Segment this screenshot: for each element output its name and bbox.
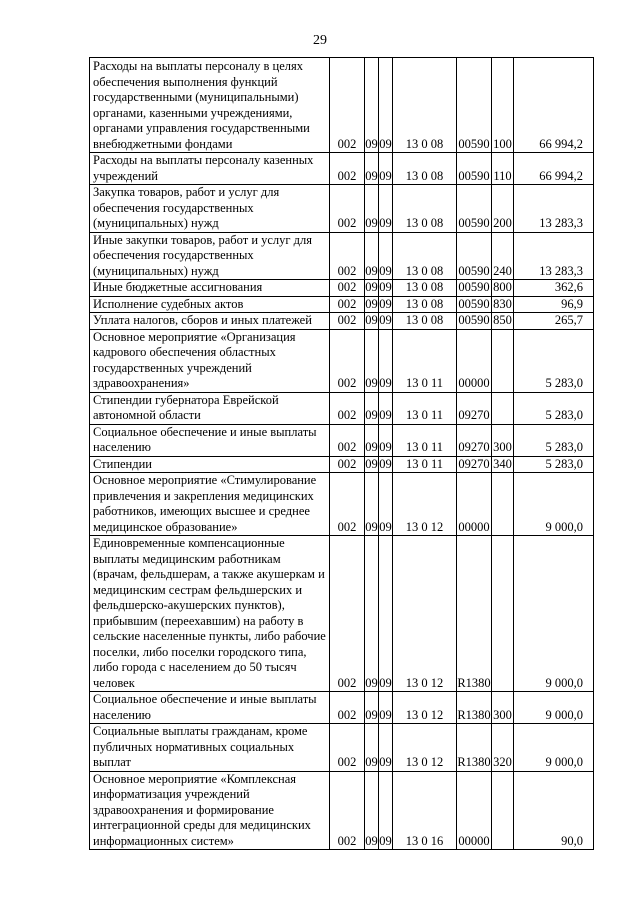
program-code: 13 0 12 (393, 724, 457, 772)
subsection-code: 09 (379, 536, 393, 692)
program-code: 13 0 11 (393, 456, 457, 473)
direction-code: 00590 (457, 58, 492, 153)
program-code: 13 0 08 (393, 232, 457, 280)
table-row (90, 329, 594, 392)
grbs-code: 002 (330, 536, 365, 692)
direction-code: R1380 (457, 724, 492, 772)
section-code: 09 (365, 724, 379, 772)
direction-code: 00000 (457, 473, 492, 536)
expense-type-code (492, 392, 514, 424)
direction-code: 00590 (458, 313, 490, 327)
section-code: 09 (365, 296, 378, 311)
page-number: 29 (313, 33, 327, 48)
grbs-code: 002 (330, 296, 365, 313)
grbs-code: 002 (330, 771, 365, 850)
program-code: 13 0 08 (393, 313, 457, 330)
section-code: 09 (365, 456, 378, 471)
expense-type-code: 800 (493, 280, 512, 294)
table-row (90, 424, 594, 456)
amount: 13 283,3 (514, 185, 594, 233)
program-code: 13 0 11 (393, 392, 457, 424)
direction-code: 00590 (457, 185, 492, 233)
direction-code: 00590 (457, 232, 492, 280)
amount: 9 000,0 (514, 536, 594, 692)
expense-type-code (492, 473, 514, 536)
grbs-code: 002 (330, 692, 365, 724)
expense-type-code: 100 (492, 58, 514, 153)
table-row (90, 392, 594, 424)
direction-code: 09270 (457, 392, 492, 424)
subsection-code: 09 (379, 771, 393, 850)
subsection-code: 09 (379, 232, 393, 280)
grbs-code: 002 (330, 392, 365, 424)
section-code: 09 (365, 280, 378, 294)
program-code: 13 0 08 (393, 185, 457, 233)
row-name: Исполнение судебных актов (90, 296, 330, 313)
budget-table (89, 57, 594, 850)
row-name: Расходы на выплаты персоналу в целях обеспечения выполнения функций государственными (муниципальными) органами, казенными учреждениями, органами управления государственными внебюджетными фондами (90, 58, 330, 153)
subsection-code: 09 (379, 280, 392, 294)
subsection-code: 09 (379, 313, 392, 327)
row-name: Закупка товаров, работ и услуг для обеспечения государственных (муниципальных) нужд (90, 185, 330, 233)
table-row (90, 724, 594, 772)
program-code: 13 0 16 (393, 771, 457, 850)
subsection-code: 09 (379, 692, 393, 724)
grbs-code: 002 (330, 280, 365, 297)
amount: 9 000,0 (514, 473, 594, 536)
amount: 5 283,0 (514, 424, 594, 456)
table-row (90, 232, 594, 280)
direction-code: 00000 (457, 329, 492, 392)
section-code: 09 (365, 153, 379, 185)
direction-code: 00590 (457, 153, 492, 185)
subsection-code: 09 (379, 424, 393, 456)
section-code: 09 (365, 185, 379, 233)
direction-code: 00590 (458, 280, 490, 294)
program-code: 13 0 08 (393, 153, 457, 185)
row-name: Основное мероприятие «Комплексная информатизация учреждений здравоохранения и формирование интеграционной среды для медицинских информационных систем» (90, 771, 330, 850)
direction-code: 09270 (457, 424, 492, 456)
row-name: Расходы на выплаты персоналу казенных учреждений (90, 153, 330, 185)
section-code: 09 (365, 424, 379, 456)
row-name: Стипендии губернатора Еврейской автономной области (90, 392, 330, 424)
table-row (90, 313, 594, 330)
direction-code: 09270 (458, 456, 490, 471)
table-row (90, 456, 594, 473)
amount: 13 283,3 (514, 232, 594, 280)
expense-type-code: 110 (492, 153, 514, 185)
amount: 265,7 (514, 313, 594, 330)
expense-type-code (492, 536, 514, 692)
grbs-code: 002 (330, 153, 365, 185)
table-row (90, 692, 594, 724)
program-code: 13 0 08 (393, 280, 457, 297)
row-name: Единовременные компенсационные выплаты медицинским работникам (врачам, фельдшерам, а также акушеркам и медицинским сестрам фельдшерских и фельдшерско-акушерских пунктов), прибывшим (переехавшим) на работу в сельские населенные пункты, либо рабочие поселки, либо поселки городского типа, либо города с населением до 50 тысяч человек (90, 536, 330, 692)
subsection-code: 09 (379, 58, 393, 153)
amount: 90,0 (514, 771, 594, 850)
expense-type-code: 300 (492, 424, 514, 456)
subsection-code: 09 (379, 185, 393, 233)
section-code: 09 (365, 329, 379, 392)
amount: 5 283,0 (514, 392, 594, 424)
grbs-code: 002 (330, 329, 365, 392)
grbs-code: 002 (330, 232, 365, 280)
grbs-code: 002 (330, 456, 365, 473)
row-name: Иные бюджетные ассигнования (90, 280, 330, 297)
grbs-code: 002 (330, 313, 365, 330)
amount: 9 000,0 (514, 692, 594, 724)
subsection-code: 09 (379, 724, 393, 772)
direction-code: R1380 (457, 692, 492, 724)
expense-type-code: 240 (492, 232, 514, 280)
program-code: 13 0 12 (393, 536, 457, 692)
table-row (90, 473, 594, 536)
table-row (90, 153, 594, 185)
expense-type-code: 830 (493, 296, 512, 311)
direction-code: 00000 (457, 771, 492, 850)
expense-type-code: 850 (493, 313, 512, 327)
grbs-code: 002 (330, 473, 365, 536)
subsection-code: 09 (379, 296, 392, 311)
direction-code: 00590 (458, 296, 490, 311)
row-name: Иные закупки товаров, работ и услуг для обеспечения государственных (муниципальных) нужд (90, 232, 330, 280)
table-row (90, 771, 594, 850)
subsection-code: 09 (379, 392, 393, 424)
row-name: Основное мероприятие «Организация кадрового обеспечения областных государственных учреждений здравоохранения» (90, 329, 330, 392)
program-code: 13 0 08 (393, 58, 457, 153)
section-code: 09 (365, 232, 379, 280)
table-row (90, 536, 594, 692)
table-row (90, 296, 594, 313)
amount: 5 283,0 (514, 329, 594, 392)
row-name: Социальное обеспечение и иные выплаты населению (90, 424, 330, 456)
row-name: Стипендии (90, 456, 330, 473)
program-code: 13 0 11 (393, 329, 457, 392)
expense-type-code (492, 771, 514, 850)
section-code: 09 (365, 313, 378, 327)
expense-type-code: 300 (492, 692, 514, 724)
table-row (90, 58, 594, 153)
expense-type-code: 200 (492, 185, 514, 233)
grbs-code: 002 (330, 185, 365, 233)
expense-type-code (492, 329, 514, 392)
expense-type-code: 340 (493, 456, 512, 471)
amount: 9 000,0 (514, 724, 594, 772)
amount: 96,9 (514, 296, 594, 313)
section-code: 09 (365, 473, 379, 536)
amount: 66 994,2 (514, 58, 594, 153)
row-name: Уплата налогов, сборов и иных платежей (90, 313, 330, 330)
program-code: 13 0 11 (393, 424, 457, 456)
expense-type-code: 320 (492, 724, 514, 772)
amount: 5 283,0 (514, 456, 594, 473)
amount: 66 994,2 (514, 153, 594, 185)
subsection-code: 09 (379, 473, 393, 536)
section-code: 09 (365, 771, 379, 850)
grbs-code: 002 (330, 424, 365, 456)
section-code: 09 (365, 692, 379, 724)
table-row (90, 185, 594, 233)
grbs-code: 002 (330, 724, 365, 772)
subsection-code: 09 (379, 329, 393, 392)
subsection-code: 09 (379, 153, 393, 185)
amount: 362,6 (514, 280, 594, 297)
section-code: 09 (365, 392, 379, 424)
section-code: 09 (365, 536, 379, 692)
grbs-code: 002 (330, 58, 365, 153)
table-row (90, 280, 594, 297)
row-name: Социальные выплаты гражданам, кроме публичных нормативных социальных выплат (90, 724, 330, 772)
direction-code: R1380 (457, 536, 492, 692)
program-code: 13 0 12 (393, 692, 457, 724)
program-code: 13 0 08 (393, 296, 457, 313)
section-code: 09 (365, 58, 379, 153)
row-name: Социальное обеспечение и иные выплаты населению (90, 692, 330, 724)
program-code: 13 0 12 (393, 473, 457, 536)
row-name: Основное мероприятие «Стимулирование привлечения и закрепления медицинских работников, имеющих высшее и среднее медицинское образование» (90, 473, 330, 536)
subsection-code: 09 (379, 456, 392, 471)
